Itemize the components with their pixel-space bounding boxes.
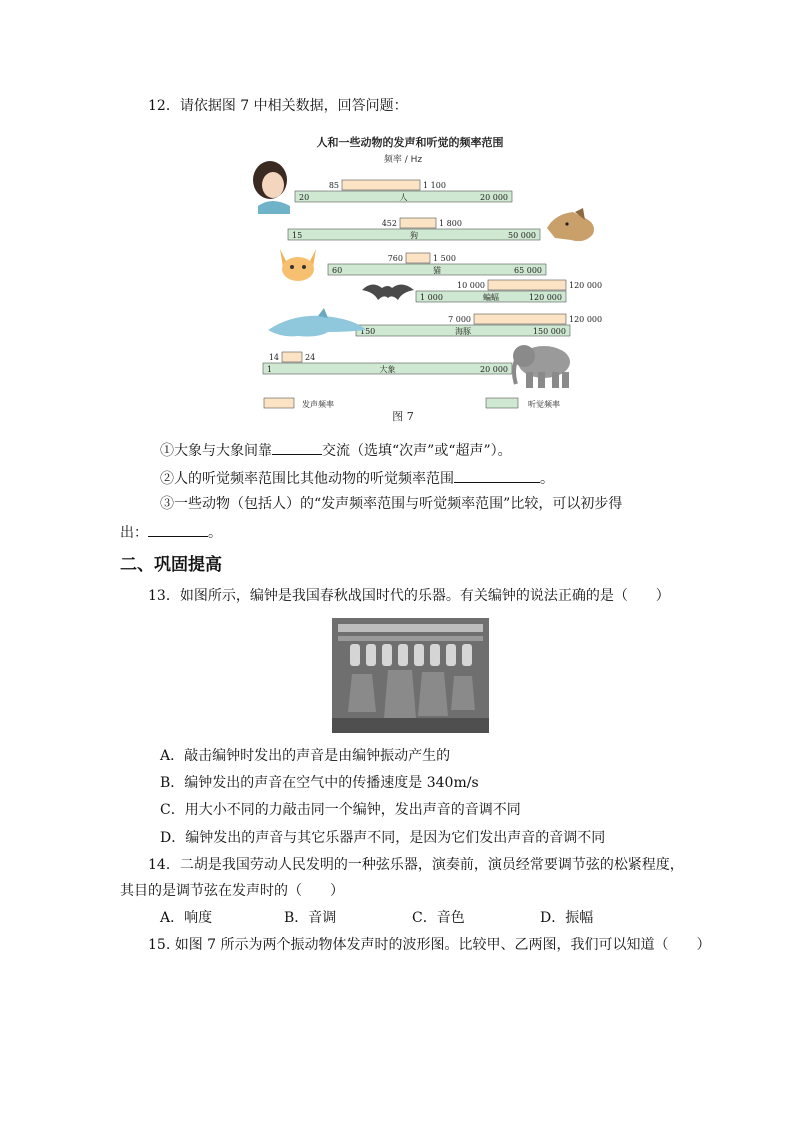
elephant-icon <box>513 345 570 388</box>
emit-bar-1 <box>400 218 436 228</box>
answer-blank-1[interactable] <box>272 440 322 455</box>
q13-option-b[interactable]: B．编钟发出的声音在空气中的传播速度是 340m/s <box>160 775 479 791</box>
emit-bar-0 <box>342 180 420 190</box>
emit-max-label-3: 120 000 <box>569 281 603 290</box>
bianzhong-photo <box>332 618 489 733</box>
hear-max-label-5: 20 000 <box>480 365 508 374</box>
section-title: 二、巩固提高 <box>120 555 222 575</box>
q14-option-a[interactable]: A．响度 <box>160 910 213 926</box>
q14-stem-line1: 14．二胡是我国劳动人民发明的一种弦乐器，演奏前，演员经常要调节弦的松紧程度， <box>148 857 684 873</box>
q12-sub3-line1: ③一些动物（包括人）的“发声频率范围与听觉频率范围”比较，可以初步得 <box>160 496 623 512</box>
q13-option-c[interactable]: C．用大小不同的力敲击同一个编钟，发出声音的音调不同 <box>160 802 521 818</box>
hear-max-label-1: 50 000 <box>508 231 536 240</box>
row-name-4: 海豚 <box>455 327 471 336</box>
hear-min-label-2: 60 <box>332 266 343 275</box>
hear-min-label-4: 150 <box>360 327 376 336</box>
legend-hear-label: 听觉频率 <box>528 400 560 409</box>
chart-caption: 图 7 <box>392 410 414 423</box>
emit-bar-5 <box>282 352 302 362</box>
hear-min-label-1: 15 <box>292 231 303 240</box>
emit-max-label-4: 120 000 <box>569 315 603 324</box>
chart-legend <box>264 398 560 409</box>
emit-min-label-1: 452 <box>381 219 397 228</box>
person-icon <box>253 161 290 214</box>
emit-bar-4 <box>474 314 566 324</box>
emit-min-label-5: 14 <box>268 353 279 362</box>
hear-min-label-3: 1 000 <box>420 293 443 302</box>
answer-blank-3[interactable] <box>148 522 208 537</box>
q12-sub1: ①大象与大象间靠 交流（选填“次声”或“超声”）。 <box>160 440 512 461</box>
q14-stem-line2: 其目的是调节弦在发声时的（ ） <box>120 883 344 899</box>
emit-max-label-5: 24 <box>305 353 316 362</box>
legend-emit-swatch <box>264 398 294 408</box>
q12-sub3-line2: 出： 。 <box>120 522 222 543</box>
row-name-3: 蝙蝠 <box>483 293 499 302</box>
hear-max-label-0: 20 000 <box>480 193 508 202</box>
q12-stem: 12．请依据图 7 中相关数据，回答问题： <box>148 98 408 114</box>
chart-title: 人和一些动物的发声和听觉的频率范围 <box>316 136 504 149</box>
legend-emit-label: 发声频率 <box>302 400 334 409</box>
row-name-2: 猫 <box>433 266 441 275</box>
emit-max-label-1: 1 800 <box>439 219 462 228</box>
q13-option-d[interactable]: D．编钟发出的声音与其它乐器声不同，是因为它们发出声音的音调不同 <box>160 830 606 846</box>
answer-blank-2[interactable] <box>454 468 540 483</box>
emit-min-label-0: 85 <box>328 181 339 190</box>
bat-icon <box>362 284 414 300</box>
chart-unit-label: 频率 / Hz <box>383 155 423 165</box>
legend-hear-swatch <box>486 398 518 408</box>
emit-bar-2 <box>406 253 430 263</box>
dog-icon <box>547 208 594 241</box>
q15-stem: 15. 如图 7 所示为两个振动物体发声时的波形图。比较甲、乙两图，我们可以知道（ ） <box>148 937 711 953</box>
emit-min-label-2: 760 <box>387 254 403 263</box>
cat-icon <box>280 249 316 281</box>
hear-min-label-5: 1 <box>267 365 273 374</box>
row-name-5: 大象 <box>379 365 396 374</box>
q12-sub2: ②人的听觉频率范围比其他动物的听觉频率范围 。 <box>160 468 554 489</box>
emit-min-label-4: 7 000 <box>448 315 471 324</box>
chart-bars <box>263 180 602 374</box>
hear-max-label-2: 65 000 <box>514 266 542 275</box>
emit-min-label-3: 10 000 <box>457 281 485 290</box>
row-name-1: 狗 <box>410 231 418 240</box>
frequency-range-chart <box>250 130 603 423</box>
q13-stem: 13．如图所示，编钟是我国春秋战国时代的乐器。有关编钟的说法正确的是（ ） <box>148 588 670 604</box>
q14-option-d[interactable]: D．振幅 <box>540 910 594 926</box>
emit-max-label-0: 1 100 <box>423 181 446 190</box>
hear-max-label-3: 120 000 <box>528 293 562 302</box>
q13-option-a[interactable]: A．敲击编钟时发出的声音是由编钟振动产生的 <box>160 748 451 764</box>
hear-min-label-0: 20 <box>299 193 310 202</box>
emit-max-label-2: 1 500 <box>433 254 456 263</box>
row-name-0: 人 <box>399 193 408 202</box>
hear-max-label-4: 150 000 <box>532 327 566 336</box>
q14-option-b[interactable]: B．音调 <box>284 910 337 926</box>
dolphin-icon <box>268 308 366 337</box>
emit-bar-3 <box>488 280 566 290</box>
q14-option-c[interactable]: C．音色 <box>412 910 465 926</box>
